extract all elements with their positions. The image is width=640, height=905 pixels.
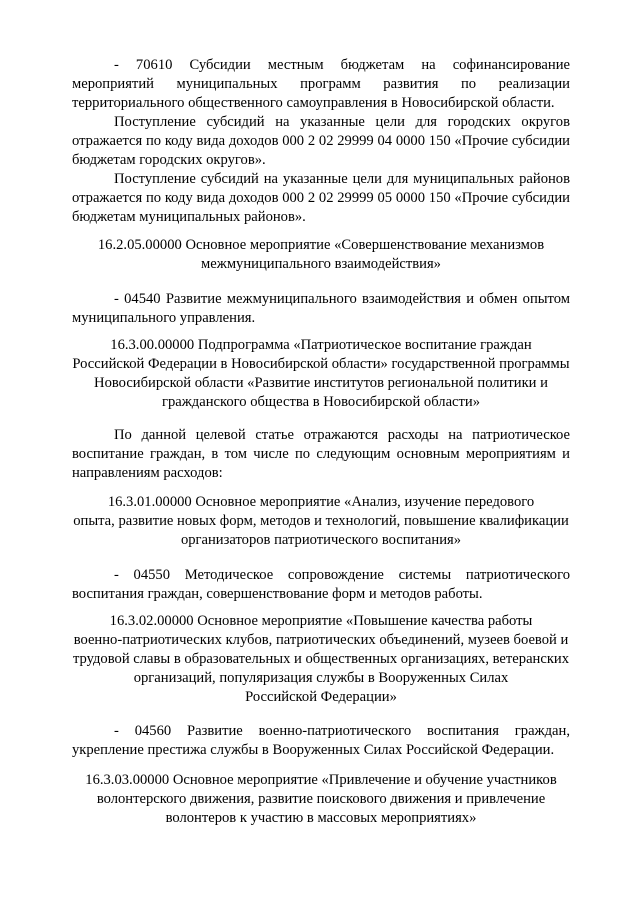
heading-line: межмуниципального взаимодействия»	[201, 256, 441, 272]
heading-line: 16.3.00.00000 Подпрограмма «Патриотическое воспитание граждан	[110, 337, 532, 353]
heading-line: трудовой славы в образовательных и общественных организациях, ветеранских	[72, 651, 570, 667]
heading-line: Новосибирской области «Развитие институтов региональной политики и	[94, 375, 548, 391]
heading-16-3-03	[72, 771, 570, 828]
paragraph-patriotic-expenses: По данной целевой статье отражаются расходы на патриотическое воспитание граждан, в том числе по следующим основным мероприятиям и направлениям расходов:	[72, 427, 570, 481]
paragraph-04560: - 04560 Развитие военно-патриотического воспитания граждан, укрепление престижа службы в Вооруженных Силах Российской Федерации.	[72, 723, 570, 758]
heading-16-3-01	[72, 493, 570, 550]
heading-line: волонтеров к участию в массовых мероприятиях»	[165, 810, 477, 826]
heading-16-3-02	[72, 612, 570, 707]
heading-line: Российской Федерации»	[245, 689, 397, 705]
paragraph-city-districts: Поступление субсидий на указанные цели для городских округов отражается по коду вида доходов 000 2 02 29999 04 0000 150 «Прочие субсидии бюджетам городских округов».	[72, 114, 570, 168]
heading-16-3-00	[72, 336, 570, 412]
heading-line: 16.3.03.00000 Основное мероприятие «Привлечение и обучение участников	[85, 772, 557, 788]
paragraph-04550: - 04550 Методическое сопровождение системы патриотического воспитания граждан, совершенствование форм и методов работы.	[72, 567, 570, 602]
heading-line: опыта, развитие новых форм, методов и технологий, повышение квалификации	[73, 513, 569, 529]
heading-line: организаций, популяризация службы в Вооруженных Силах	[133, 670, 509, 686]
paragraph-municipal-districts: Поступление субсидий на указанные цели для муниципальных районов отражается по коду вида доходов 000 2 02 29999 05 0000 150 «Прочие субсидии бюджетам муниципальных районов».	[72, 171, 570, 225]
heading-line: гражданского общества в Новосибирской области»	[161, 394, 481, 410]
heading-line: организаторов патриотического воспитания»	[180, 532, 462, 548]
paragraph-70610: - 70610 Субсидии местным бюджетам на софинансирование мероприятий муниципальных программ развития по реализации территориального общественного самоуправления в Новосибирской области.	[72, 57, 570, 111]
heading-line: 16.3.02.00000 Основное мероприятие «Повышение качества работы	[109, 613, 533, 629]
heading-line: Российской Федерации в Новосибирской области» государственной программы	[72, 356, 570, 372]
heading-16-2-05	[72, 236, 570, 274]
heading-line: 16.2.05.00000 Основное мероприятие «Совершенствование механизмов	[97, 237, 545, 253]
heading-line: 16.3.01.00000 Основное мероприятие «Анализ, изучение передового	[107, 494, 535, 510]
heading-line: военно-патриотических клубов, патриотических объединений, музеев боевой и	[73, 632, 569, 648]
paragraph-04540: - 04540 Развитие межмуниципального взаимодействия и обмен опытом муниципального управления.	[72, 291, 570, 326]
heading-line: волонтерского движения, развитие поискового движения и привлечение	[96, 791, 546, 807]
